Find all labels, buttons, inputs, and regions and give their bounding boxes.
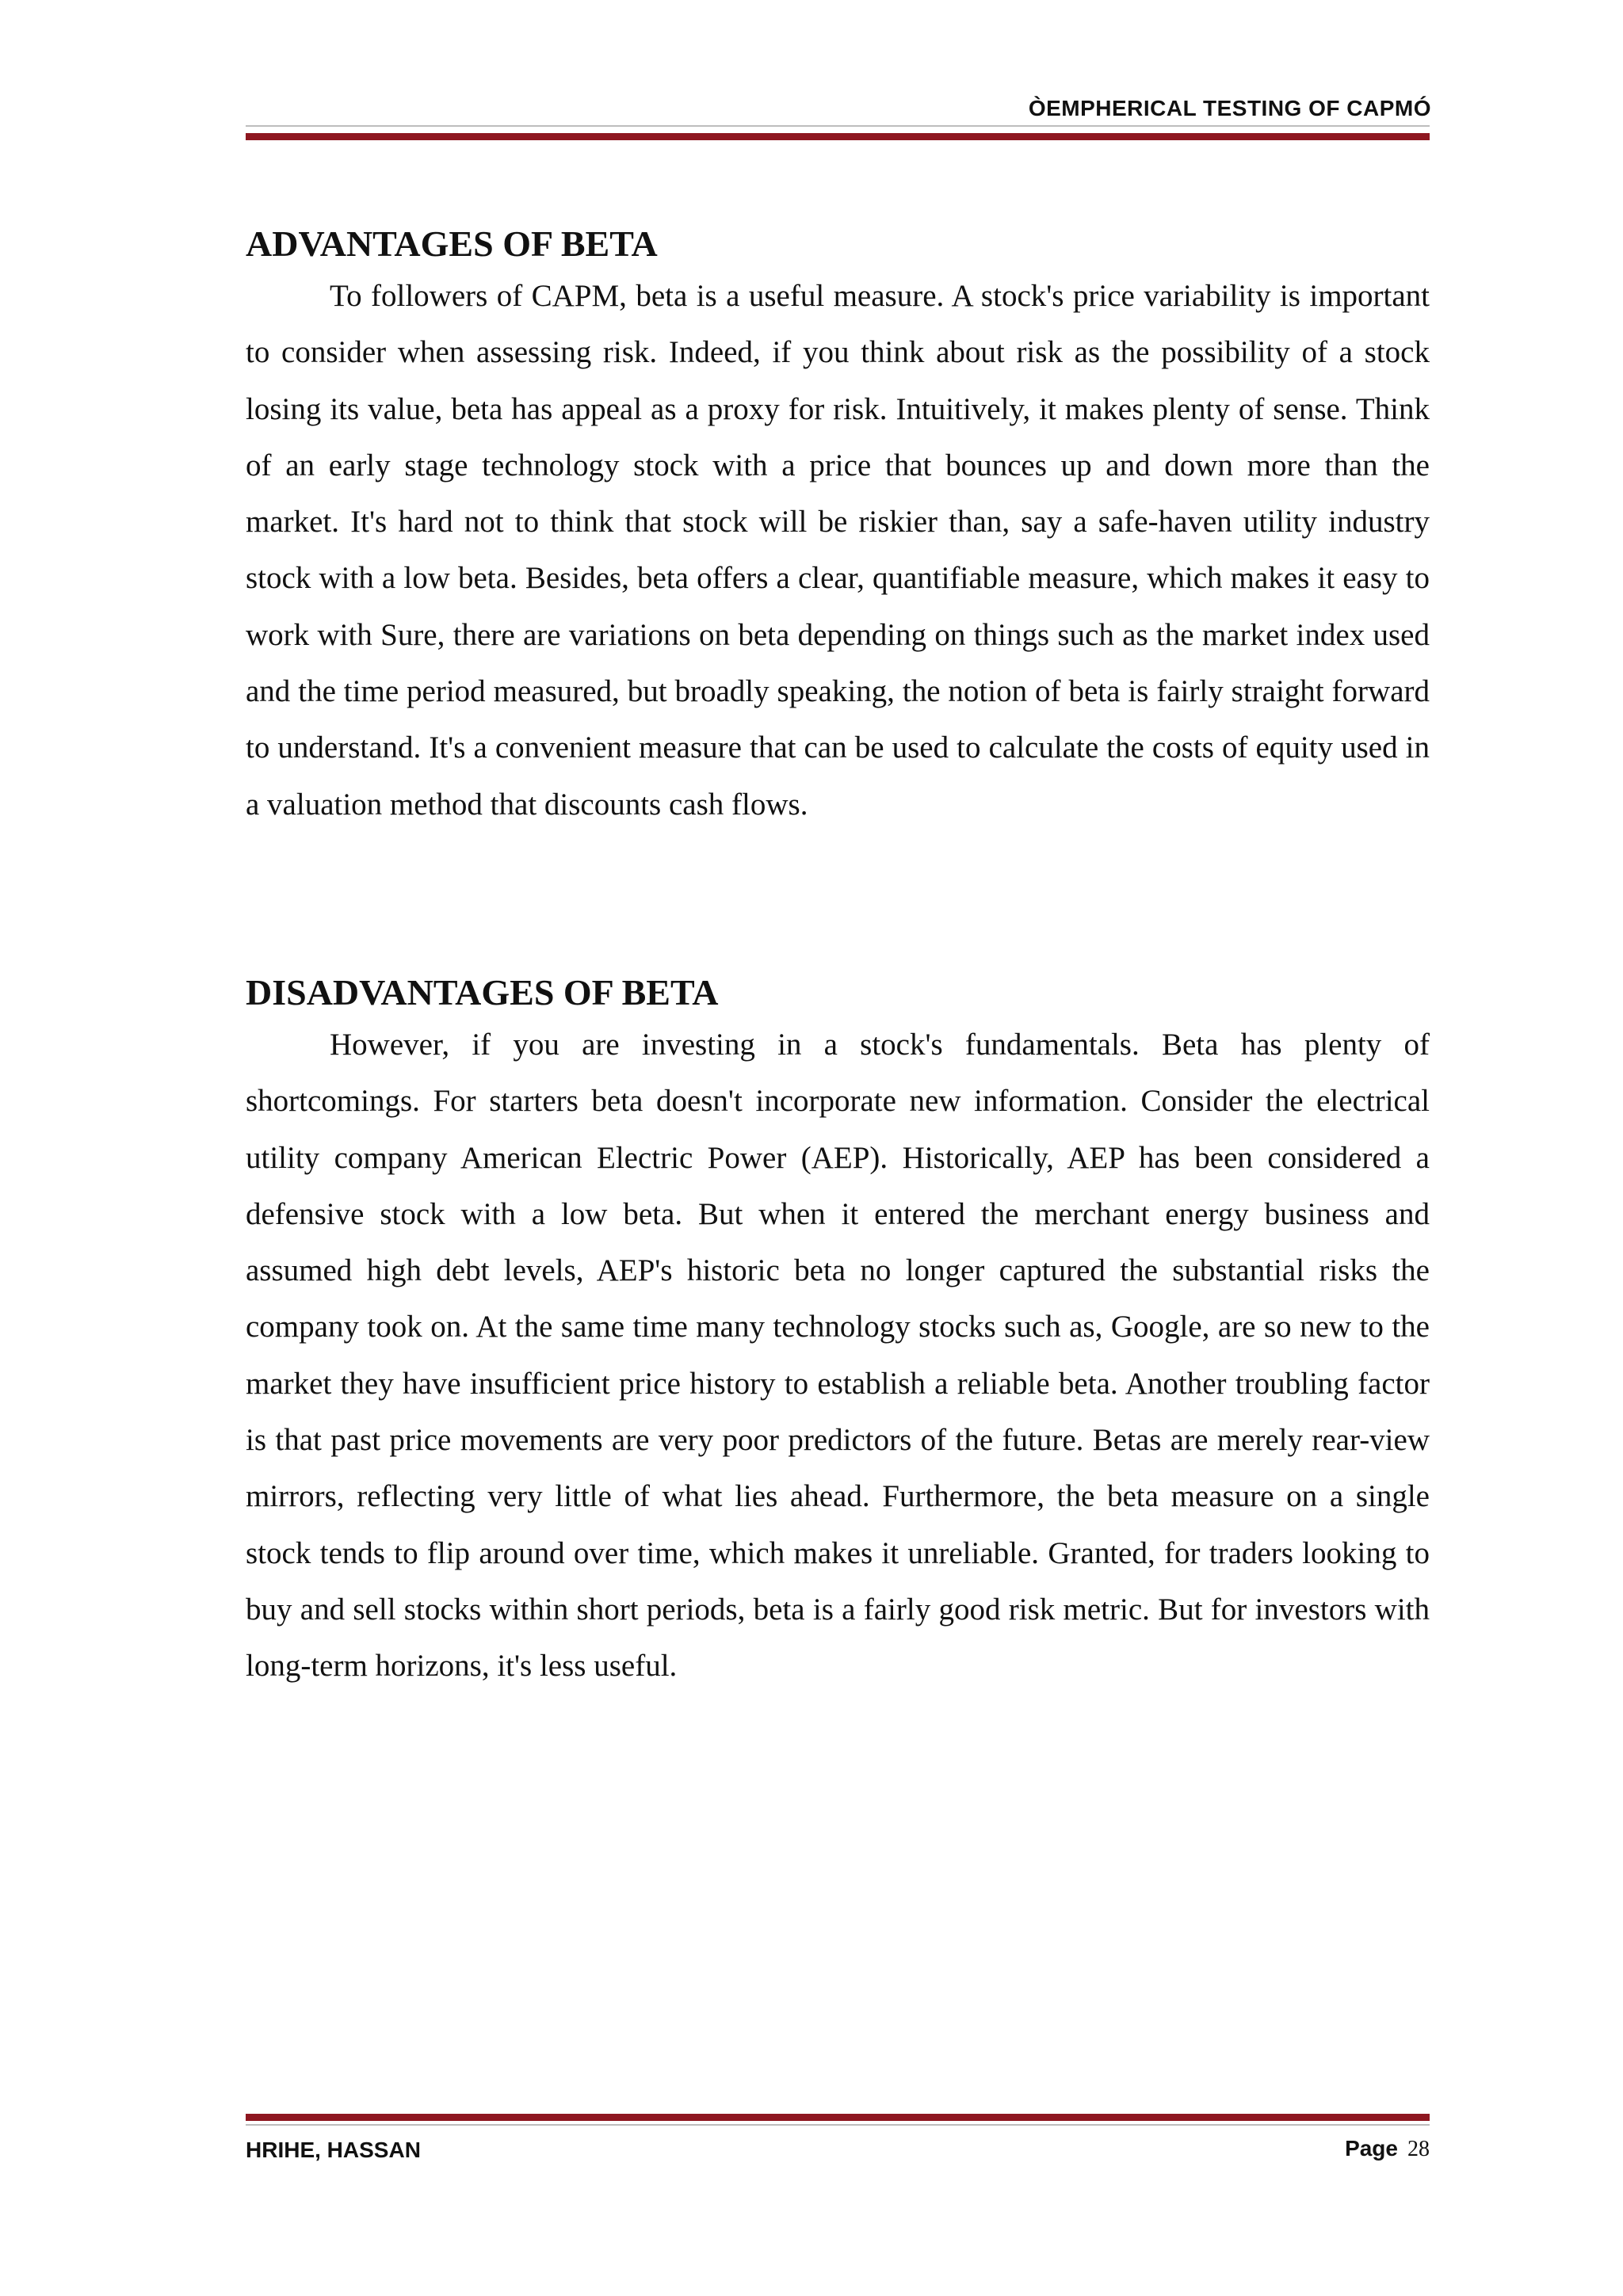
- header-divider-thick: [246, 133, 1430, 140]
- footer-author: HRIHE, HASSAN: [246, 2138, 421, 2162]
- section-heading: DISADVANTAGES OF BETA: [246, 972, 719, 1013]
- section-advantages: [246, 220, 1430, 833]
- page-number: 28: [1407, 2137, 1430, 2161]
- header-divider-thin: [246, 125, 1430, 127]
- section-paragraph: However, if you are investing in a stock's fundamentals. Beta has plenty of shortcomings. For starters beta doesn't incorporate new information. Consider the electrical utility company American Electric Power (AEP). Historically, AEP has been considered a defensive stock with a low beta. But when it entered the merchant energy business and assumed high debt levels, AEP's historic beta no longer captured the substantial risks the company took on. At the same time many technology stocks such as, Google, are so new to the market they have insufficient price history to establish a reliable beta. Another troubling factor is that past price movements are very poor predictors of the future. Betas are merely rear-view mirrors, reflecting very little of what lies ahead. Furthermore, the beta measure on a single stock tends to flip around over time, which makes it unreliable. Granted, for traders looking to buy and sell stocks within short periods, beta is a fairly good risk metric. But for investors with long-term horizons, it's less useful.: [246, 1028, 1430, 1684]
- footer-divider-thick: [246, 2114, 1430, 2121]
- page-label: Page: [1345, 2136, 1398, 2161]
- footer-divider-thin: [246, 2124, 1430, 2126]
- footer-page-indicator: [1345, 2136, 1430, 2162]
- section-disadvantages: [246, 969, 1430, 1695]
- section-paragraph: To followers of CAPM, beta is a useful measure. A stock's price variability is important to consider when assessing risk. Indeed, if you think about risk as the possibility of a stock losing its value, beta has appeal as a proxy for risk. Intuitively, it makes plenty of sense. Think of an early stage technology stock with a price that bounces up and down more than the market. It's hard not to think that stock will be riskier than, say a safe-haven utility industry stock with a low beta. Besides, beta offers a clear, quantifiable measure, which makes it easy to work with Sure, there are variations on beta depending on things such as the market index used and the time period measured, but broadly speaking, the notion of beta is fairly straight forward to understand. It's a convenient measure that can be used to calculate the costs of equity used in a valuation method that discounts cash flows.: [246, 279, 1430, 822]
- running-header-title: ÒEMPHERICAL TESTING OF CAPMÓ: [1028, 96, 1431, 120]
- section-heading: ADVANTAGES OF BETA: [246, 223, 658, 264]
